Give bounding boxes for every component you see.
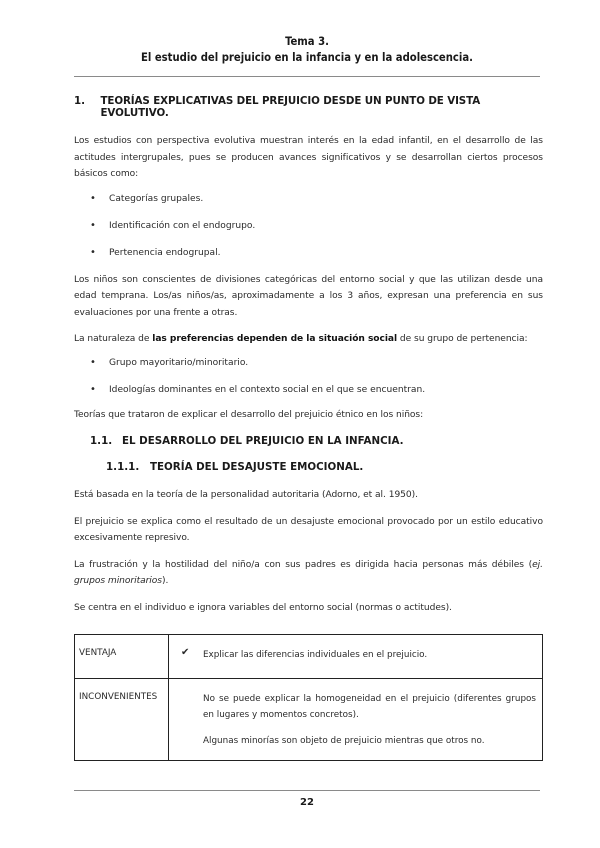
section-1-1-number: 1.1. bbox=[90, 435, 113, 447]
basic-processes-list bbox=[74, 191, 543, 261]
footer-rule bbox=[74, 790, 540, 791]
theories-paragraph: Teorías que trataron de explicar el desarrollo del prejuicio étnico en los niños: bbox=[74, 409, 424, 420]
frustration-paragraph bbox=[74, 557, 543, 590]
section-1-number: 1. bbox=[74, 95, 85, 107]
group-factors-list bbox=[74, 355, 543, 398]
section-1-title: TEORÍAS EXPLICATIVAS DEL PREJUICIO DESDE UN PUNTO DE VISTA EVOLUTIVO. bbox=[100, 95, 481, 119]
page-number: 22 bbox=[300, 797, 314, 808]
header-title: El estudio del prejuicio en la infancia y en la adolescencia. bbox=[141, 51, 473, 64]
advantage-cell bbox=[169, 635, 543, 679]
preferences-text: La naturaleza de bbox=[74, 334, 153, 344]
list-item: • Grupo mayoritario/minoritario. bbox=[74, 355, 543, 371]
section-1-1-1-title: TEORÍA DEL DESAJUSTE EMOCIONAL. bbox=[150, 461, 364, 473]
checkmark-icon: ✔ bbox=[181, 647, 190, 658]
drawback-text-2: Algunas minorías son objeto de prejuicio mientras que otros no. bbox=[203, 736, 485, 746]
list-item: • Pertenencia endogrupal. bbox=[74, 245, 543, 261]
main-content bbox=[74, 95, 543, 616]
theory-basis-paragraph: Está basada en la teoría de la personalidad autoritaria (Adorno, et al. 1950). bbox=[74, 490, 418, 500]
section-1-1-1-number: 1.1.1. bbox=[106, 461, 140, 473]
drawbacks-cell bbox=[169, 679, 543, 761]
section-1-1-title: EL DESARROLLO DEL PREJUICIO EN LA INFANCIA. bbox=[122, 435, 404, 447]
section-1-heading bbox=[74, 95, 543, 119]
drawback-text-1: No se puede explicar la homogeneidad en el prejuicio (diferentes grupos en lugares y momentos concretos). bbox=[203, 694, 536, 720]
table-row bbox=[75, 679, 543, 761]
frustration-text: La frustración y la hostilidad del niño/a con sus padres es dirigida hacia personas más débiles ( bbox=[74, 559, 533, 570]
section-1-1-1-heading bbox=[106, 461, 543, 473]
frustration-example: ej. grupos minoritarios bbox=[74, 559, 543, 586]
list-item: • Ideologías dominantes en el contexto social en el que se encuentran. bbox=[74, 382, 543, 398]
intro-paragraph: Los estudios con perspectiva evolutiva muestran interés en la edad infantil, en el desarrollo de las actitudes intergrupales, pues se producen avances significativos y se desarrollan ciertos procesos básicos como: bbox=[74, 136, 543, 179]
header-topic: Tema 3. bbox=[285, 35, 329, 48]
header-rule bbox=[74, 76, 540, 77]
pros-cons-table bbox=[74, 634, 543, 761]
advantage-text: Explicar las diferencias individuales en el prejuicio. bbox=[203, 650, 428, 660]
drawbacks-label: INCONVENIENTES bbox=[75, 679, 169, 761]
list-item: • Identificación con el endogrupo. bbox=[74, 218, 543, 234]
section-1-1-heading bbox=[90, 435, 543, 447]
advantage-label: VENTAJA bbox=[75, 635, 169, 679]
preferences-paragraph bbox=[74, 331, 543, 348]
page-header bbox=[74, 34, 540, 66]
theory-explanation-paragraph: El prejuicio se explica como el resultado de un desajuste emocional provocado por un estilo educativo excesivamente represivo. bbox=[74, 516, 543, 543]
preferences-bold-text: las preferencias dependen de la situación social bbox=[152, 334, 398, 344]
frustration-text-end: ). bbox=[161, 576, 169, 586]
preferences-text-end: de su grupo de pertenencia: bbox=[397, 334, 528, 344]
list-item: • Categorías grupales. bbox=[74, 191, 543, 207]
table-row bbox=[75, 635, 543, 679]
individual-focus-paragraph: Se centra en el individuo e ignora variables del entorno social (normas o actitudes). bbox=[74, 602, 452, 613]
awareness-paragraph: Los niños son conscientes de divisiones categóricas del entorno social y que las utilizan desde una edad temprana. Los/as niños/as, aproximadamente a los 3 años, expresan una preferencia en sus evaluaciones por una frente a otras. bbox=[74, 274, 543, 318]
